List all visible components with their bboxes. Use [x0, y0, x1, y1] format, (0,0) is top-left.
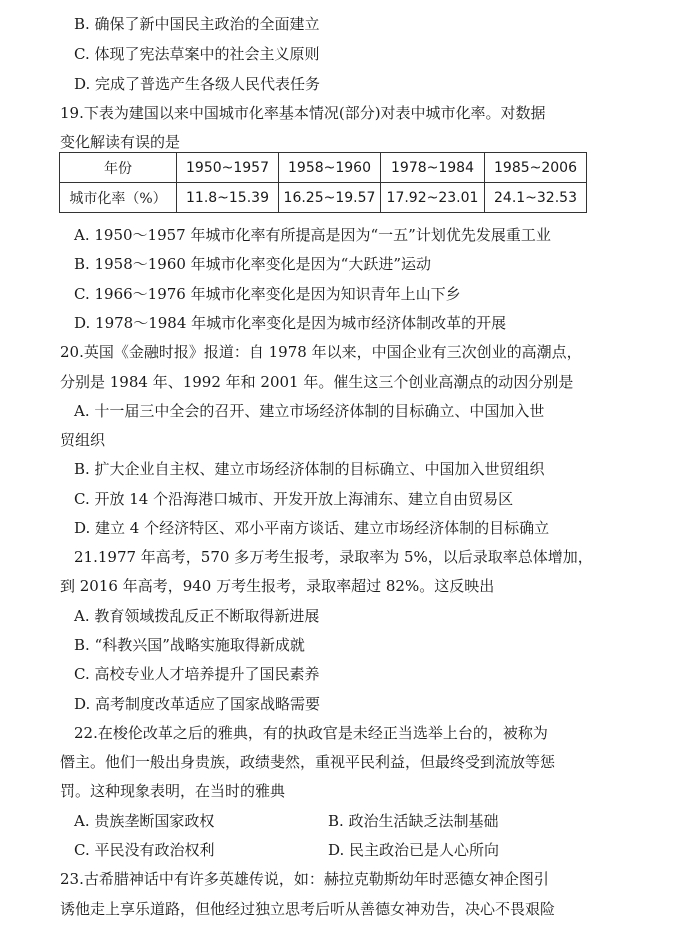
q22-stem-line-1: 22.在梭伦改革之后的雅典，有的执政官是未经正当选举上台的，被称为: [74, 724, 548, 742]
q18-option-c: C. 体现了宪法草案中的社会主义原则: [74, 45, 320, 63]
table-cell: 16.25~19.57: [279, 183, 381, 213]
q20-option-b: B. 扩大企业自主权、建立市场经济体制的目标确立、中国加入世贸组织: [74, 460, 545, 478]
q21-stem-line-2: 到 2016 年高考，940 万考生报考，录取率超过 82%。这反映出: [60, 577, 495, 595]
q19-option-d: D. 1978～1984 年城市化率变化是因为城市经济体制改革的开展: [74, 314, 507, 332]
q21-option-a: A. 教育领域拨乱反正不断取得新进展: [74, 607, 320, 625]
table-header-cell: 1950~1957: [177, 153, 279, 183]
q21-option-d: D. 高考制度改革适应了国家战略需要: [74, 695, 321, 713]
q19-option-c: C. 1966～1976 年城市化率变化是因为知识青年上山下乡: [74, 285, 461, 303]
q18-option-b: B. 确保了新中国民主政治的全面建立: [74, 15, 320, 33]
q20-option-c: C. 开放 14 个沿海港口城市、开发开放上海浦东、建立自由贸易区: [74, 490, 514, 508]
q19-stem-line-1: 19.下表为建国以来中国城市化率基本情况(部分)对表中城市化率。对数据: [60, 104, 546, 122]
q20-stem-line-1: 20.英国《金融时报》报道：自 1978 年以来，中国企业有三次创业的高潮点，: [60, 343, 582, 361]
q22-option-a: A. 贵族垄断国家政权: [74, 812, 215, 830]
q22-stem-line-3: 罚。这种现象表明，在当时的雅典: [60, 782, 286, 800]
q21-option-b: B. “科教兴国”战略实施取得新成就: [74, 636, 305, 654]
q23-stem-line-2: 诱他走上享乐道路，但他经过独立思考后听从善德女神劝告，决心不畏艰险: [60, 900, 556, 918]
q18-option-d: D. 完成了普选产生各级人民代表任务: [74, 75, 321, 93]
q23-stem-line-1: 23.古希腊神话中有许多英雄传说，如：赫拉克勒斯幼年时恶德女神企图引: [60, 870, 549, 888]
q22-option-b: B. 政治生活缺乏法制基础: [328, 812, 499, 830]
table-cell: 17.92~23.01: [381, 183, 485, 213]
q20-option-a-line-1: A. 十一届三中全会的召开、建立市场经济体制的目标确立、中国加入世: [74, 402, 545, 420]
table-header-cell: 年份: [60, 153, 177, 183]
table-cell: 24.1~32.53: [485, 183, 587, 213]
table-cell: 11.8~15.39: [177, 183, 279, 213]
urbanization-table: [59, 152, 587, 213]
table-header-cell: 1978~1984: [381, 153, 485, 183]
q22-stem-line-2: 僭主。他们一般出身贵族，政绩斐然，重视平民利益，但最终受到流放等惩: [60, 753, 556, 771]
q21-option-c: C. 高校专业人才培养提升了国民素养: [74, 665, 320, 683]
table-header-row: [60, 153, 587, 183]
q22-option-c: C. 平民没有政治权利: [74, 841, 215, 859]
q19-stem-line-2: 变化解读有误的是: [60, 133, 181, 151]
q20-stem-line-2: 分别是 1984 年、1992 年和 2001 年。催生这三个创业高潮点的动因分别是: [60, 373, 574, 391]
q21-stem-line-1: 21.1977 年高考，570 多万考生报考，录取率为 5%，以后录取率总体增加，: [74, 548, 593, 566]
q19-option-b: B. 1958～1960 年城市化率变化是因为“大跃进”运动: [74, 255, 432, 273]
table-header-cell: 1985~2006: [485, 153, 587, 183]
q19-option-a: A. 1950～1957 年城市化率有所提高是因为“一五”计划优先发展重工业: [74, 226, 551, 244]
q20-option-a-line-2: 贸组织: [60, 431, 106, 449]
table-cell: 城市化率（%）: [60, 183, 177, 213]
table-row: [60, 183, 587, 213]
q22-option-d: D. 民主政治已是人心所向: [328, 841, 500, 859]
q20-option-d: D. 建立 4 个经济特区、邓小平南方谈话、建立市场经济体制的目标确立: [74, 519, 550, 537]
table-header-cell: 1958~1960: [279, 153, 381, 183]
